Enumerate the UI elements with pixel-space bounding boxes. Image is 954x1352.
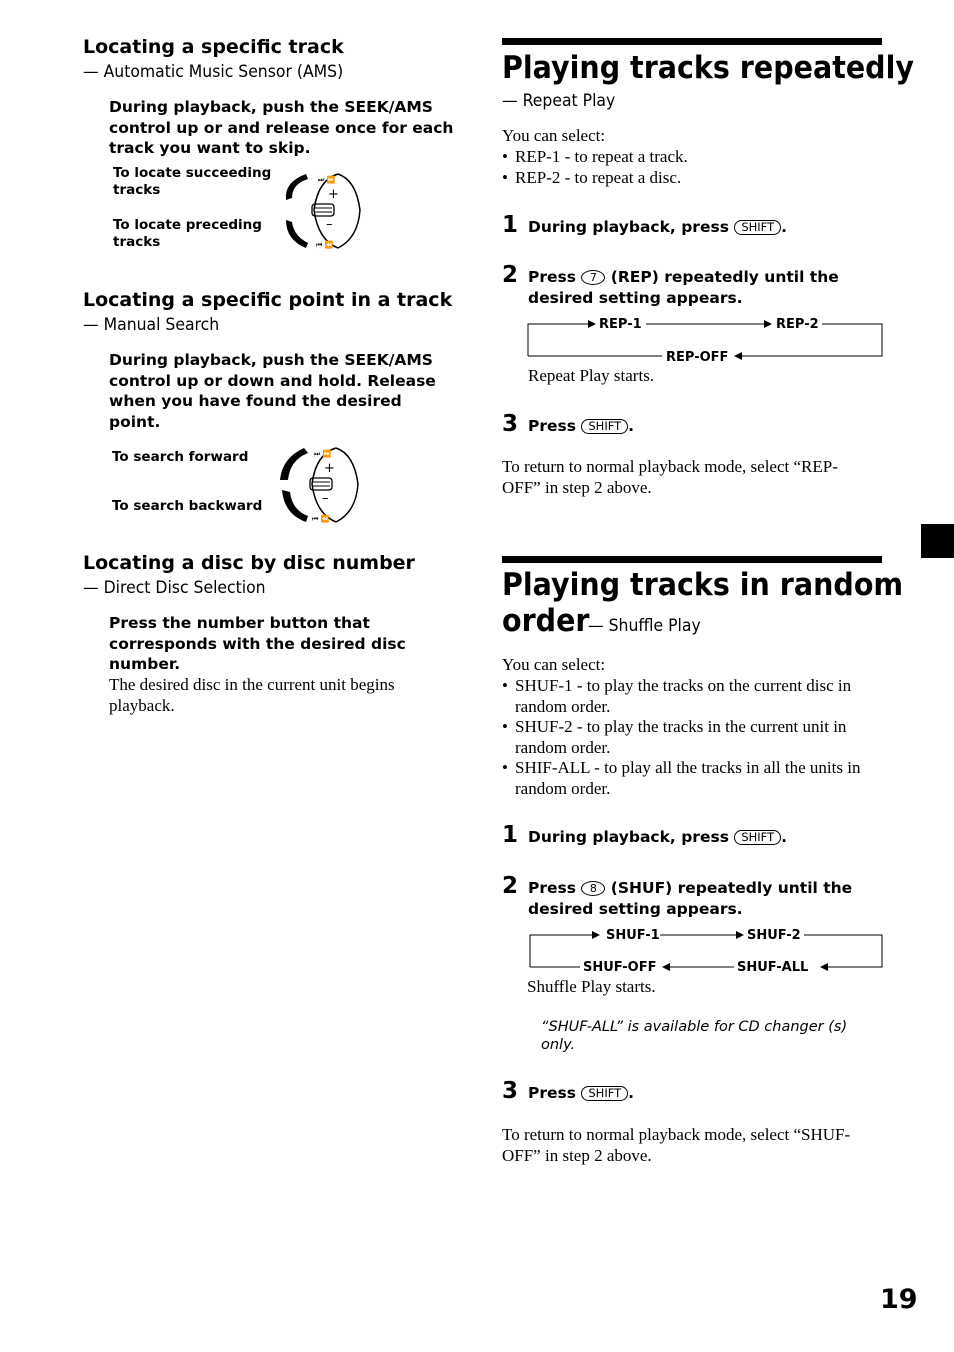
- step-number: 3: [502, 411, 519, 437]
- ams-label-up: To locate succeeding tracks: [113, 165, 272, 198]
- step-text: (REP) repeatedly until the desired setting appears.: [528, 268, 839, 307]
- shuffle-heading-word: order: [502, 603, 590, 639]
- step-text: Press: [528, 879, 576, 897]
- section-tab-marker: [921, 524, 954, 558]
- manual-heading: Locating a specific point in a track: [83, 289, 453, 311]
- shuffle-step3: Press SHIFT .: [528, 1084, 635, 1102]
- step-text: Press: [528, 268, 576, 286]
- step-text: (SHUF) repeatedly until the desired setting appears.: [528, 879, 853, 918]
- shift-key: SHIFT: [581, 1086, 628, 1101]
- list-item: • SHUF-1 - to play the tracks on the current disc in random order.: [502, 676, 867, 717]
- page-number: 19: [880, 1284, 918, 1315]
- manual-subheading: — Manual Search: [83, 315, 220, 335]
- disc-body: The desired disc in the current unit begins playback.: [109, 675, 395, 715]
- shuffle-footer: To return to normal playback mode, select “SHUF-OFF” in step 2 above.: [502, 1125, 851, 1165]
- step-text: During playback, press: [528, 828, 729, 846]
- repeat-step2: [528, 267, 878, 308]
- step-number: 1: [502, 822, 519, 848]
- flow-rep-2: REP-2: [776, 317, 819, 332]
- shuffle-options: [502, 676, 867, 799]
- key-7: 7: [581, 270, 605, 285]
- repeat-intro: You can select:: [502, 126, 606, 145]
- repeat-step3: Press SHIFT .: [528, 417, 635, 435]
- repeat-options: [502, 147, 872, 188]
- svg-text:–: –: [326, 217, 333, 232]
- flow-shuf-1: SHUF-1: [606, 928, 660, 943]
- seek-ams-hold-icon: [274, 444, 364, 526]
- shift-key: SHIFT: [734, 220, 781, 235]
- ams-instruction: During playback, push the SEEK/AMS control up or and release once for each track you want to skip.: [109, 98, 454, 157]
- key-8: 8: [581, 881, 605, 896]
- shuffle-intro: You can select:: [502, 655, 606, 674]
- list-item: • SHIF-ALL - to play all the tracks in all the units in random order.: [502, 758, 867, 799]
- step-text: During playback, press: [528, 218, 729, 236]
- ams-heading: Locating a specific track: [83, 36, 344, 58]
- section-rule: [502, 556, 882, 563]
- shuffle-step2: [528, 878, 878, 919]
- svg-text:⏮ ⏪: ⏮ ⏪: [312, 515, 330, 523]
- repeat-subheading: — Repeat Play: [502, 91, 616, 111]
- flow-rep-1: REP-1: [599, 317, 642, 332]
- shift-key: SHIFT: [734, 830, 781, 845]
- shuffle-after-flow: Shuffle Play starts.: [527, 977, 656, 996]
- svg-text:+: +: [324, 461, 335, 476]
- step-text: Press: [528, 417, 576, 435]
- list-item: • SHUF-2 - to play the tracks in the current unit in random order.: [502, 717, 867, 758]
- shuffle-note: “SHUF-ALL” is available for CD changer (s) only.: [541, 1019, 848, 1053]
- shuffle-heading-line2: [502, 603, 597, 640]
- svg-text:–: –: [322, 491, 329, 506]
- repeat-footer: To return to normal playback mode, select “REP-OFF” in step 2 above.: [502, 457, 838, 497]
- svg-text:⏭ ⏩: ⏭ ⏩: [314, 450, 332, 458]
- flow-shuf-2: SHUF-2: [747, 928, 801, 943]
- list-item: • REP-2 - to repeat a disc.: [502, 168, 872, 189]
- step-number: 3: [502, 1078, 519, 1104]
- ams-label-down: To locate preceding tracks: [113, 217, 262, 250]
- seek-ams-control-icon: [276, 170, 366, 252]
- step-number: 2: [502, 262, 519, 288]
- shuffle-flow-diagram: [526, 925, 886, 973]
- manual-instruction: During playback, push the SEEK/AMS control up or down and hold. Release when you have found the desired point.: [109, 351, 436, 431]
- manual-label-down: To search backward: [112, 498, 263, 514]
- svg-text:⏮ ⏪: ⏮ ⏪: [316, 241, 334, 249]
- ams-subheading: — Automatic Music Sensor (AMS): [83, 62, 344, 82]
- disc-instruction: Press the number button that corresponds with the desired disc number.: [109, 614, 406, 673]
- flow-rep-off: REP-OFF: [666, 350, 729, 365]
- svg-text:+: +: [328, 187, 339, 202]
- repeat-after-flow: Repeat Play starts.: [528, 366, 655, 385]
- shuffle-subheading: — Shuffle Play: [588, 616, 701, 636]
- flow-shuf-all: SHUF-ALL: [737, 960, 809, 975]
- shuffle-step1: During playback, press SHIFT .: [528, 828, 787, 846]
- flow-shuf-off: SHUF-OFF: [583, 960, 657, 975]
- svg-text:⏭ ⏩: ⏭ ⏩: [318, 176, 336, 184]
- repeat-step1: During playback, press SHIFT .: [528, 218, 787, 236]
- list-item: • REP-1 - to repeat a track.: [502, 147, 872, 168]
- disc-heading: Locating a disc by disc number: [83, 552, 415, 574]
- step-number: 1: [502, 212, 519, 238]
- shift-key: SHIFT: [581, 419, 628, 434]
- section-rule: [502, 38, 882, 45]
- disc-subheading: — Direct Disc Selection: [83, 578, 266, 598]
- manual-label-up: To search forward: [112, 449, 249, 465]
- step-text: Press: [528, 1084, 576, 1102]
- step-number: 2: [502, 873, 519, 899]
- repeat-heading: Playing tracks repeatedly: [502, 50, 914, 86]
- shuffle-heading-line1: Playing tracks in random: [502, 567, 904, 603]
